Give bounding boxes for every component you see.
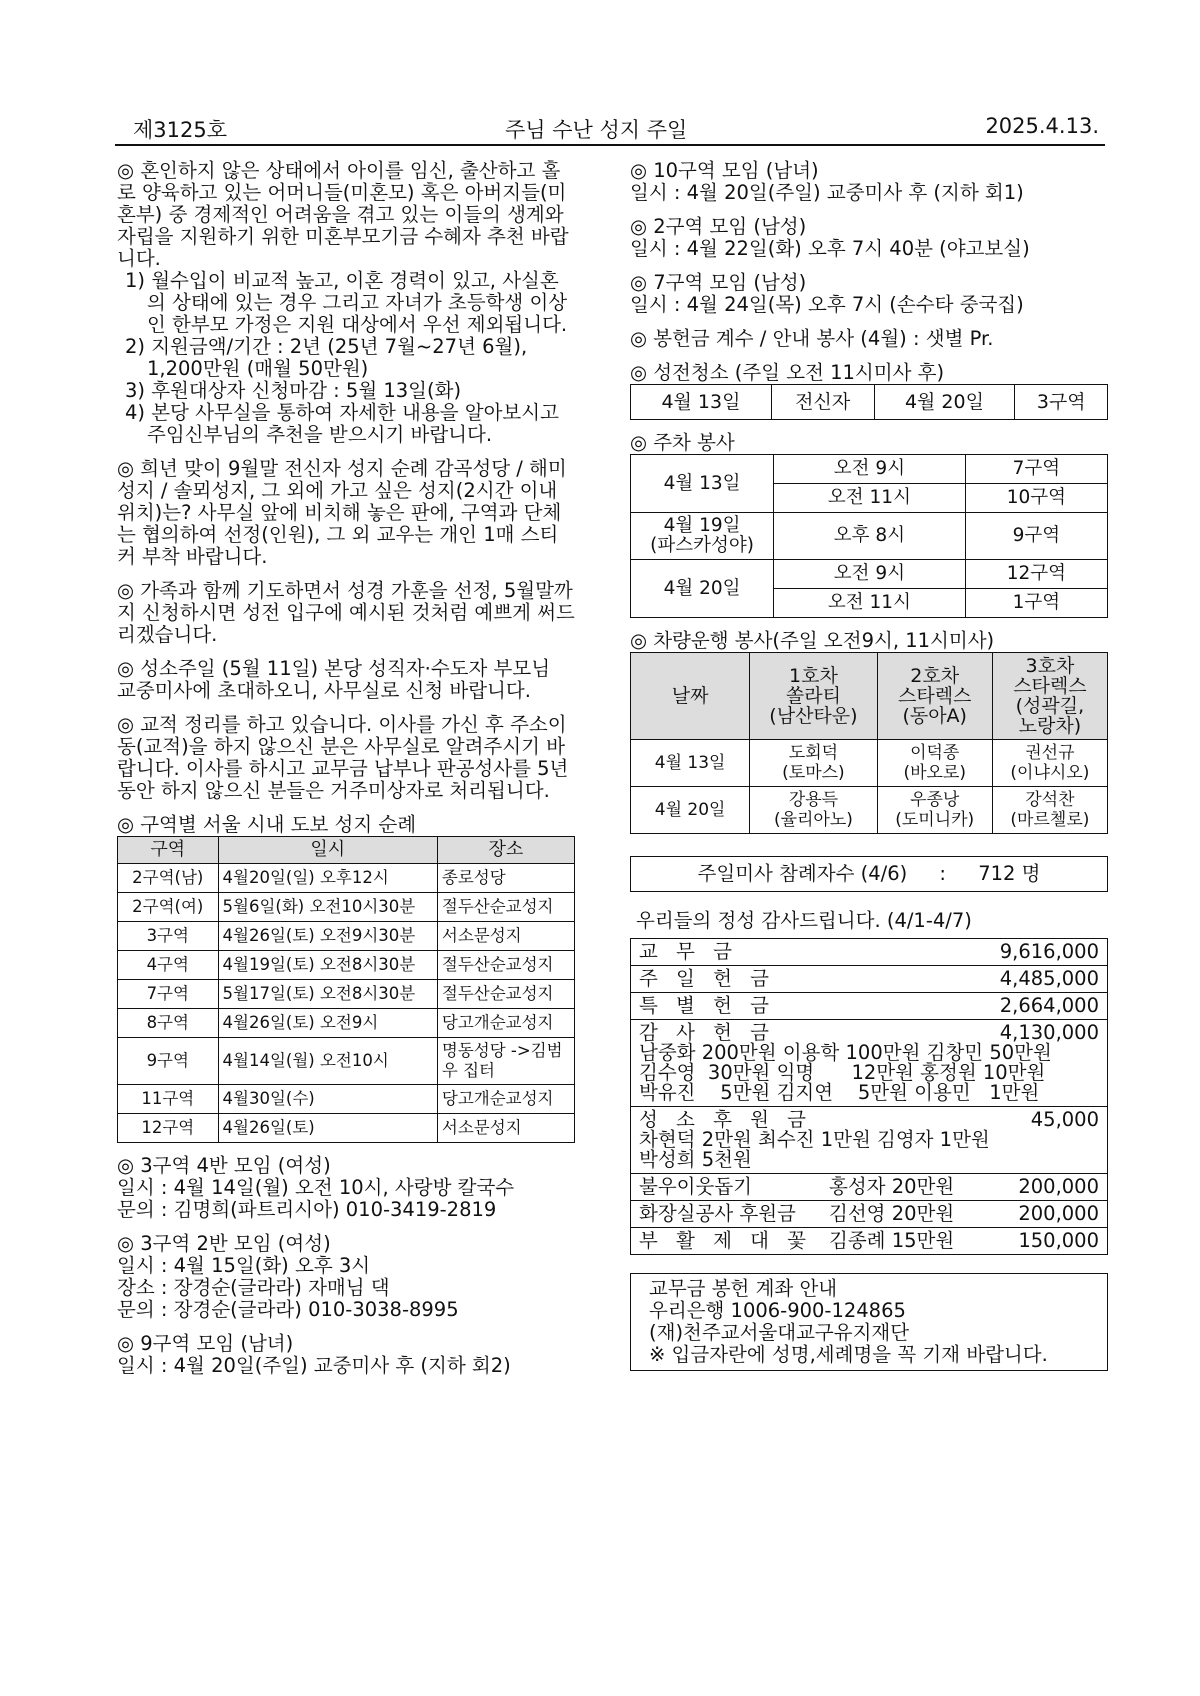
donation-amount: 200,000 xyxy=(1018,1175,1099,1198)
table-cell: 9구역 xyxy=(965,513,1107,560)
car-model: 쏠라티 xyxy=(785,685,841,707)
account-title: 교무금 봉헌 계좌 안내 xyxy=(649,1277,838,1300)
car-area: (동아A) xyxy=(902,705,967,727)
car-number: 2호차 xyxy=(910,665,960,687)
meeting-line: 일시 : 4월 14일(월) 오전 10시, 사랑방 칼국수 xyxy=(117,1176,515,1199)
parking-date: 4월 19일 xyxy=(663,515,741,536)
driver-name: 권선규 xyxy=(1025,743,1075,763)
header-title: 주님 수난 성지 주일 xyxy=(505,118,688,142)
support-item: 1) 월수입이 비교적 높고, 이혼 경력이 있고, 사실혼의 상태에 있는 경우 그리고 자녀가 초등학생 이상인 한부모 가정은 지원 대상에서 우선 제외됩니다. xyxy=(125,269,568,336)
donor-list: 김선영 20만원 xyxy=(829,1202,955,1225)
table-cell: 4월 20일 xyxy=(631,560,774,618)
parking-table xyxy=(630,454,1108,618)
donation-label: 성 소 후 원 금 xyxy=(639,1108,812,1131)
driver-baptismal-name: (마르첼로) xyxy=(1010,810,1090,830)
support-item: 2) 지원금액/기간 : 2년 (25년 7월~27년 6월), 1,200만원 (매월 50만원) xyxy=(125,335,528,380)
walking-pilgrimage xyxy=(117,814,575,1143)
walking-pilgrimage-table xyxy=(117,836,575,1143)
table-cell xyxy=(631,993,1108,1020)
table-cell xyxy=(631,1174,1108,1201)
donation-label: 주 일 헌 금 xyxy=(639,967,775,990)
meeting-line: 장소 : 장경순(글라라) 자매님 댁 xyxy=(117,1276,390,1299)
donation-label: 불우이웃돕기 xyxy=(639,1175,753,1198)
table-cell: 7구역 xyxy=(965,455,1107,484)
table-cell: 4월26일(토) 오전9시30분 xyxy=(218,922,437,951)
table-cell xyxy=(631,1020,1108,1107)
table-row xyxy=(118,1038,575,1085)
table-cell: 4월 20일 xyxy=(874,385,1015,420)
table-cell: 3구역 xyxy=(1015,385,1108,420)
meeting-line: 일시 : 4월 22일(화) 오후 7시 40분 (야고보실) xyxy=(630,237,1030,260)
table-cell: 당고개순교성지 xyxy=(437,1085,574,1114)
support-item: 3) 후원대상자 신청마감 : 5월 13일(화) xyxy=(125,379,462,402)
table-cell: 전신자 xyxy=(771,385,874,420)
table-cell xyxy=(631,513,774,560)
walking-pilgrimage-title: ◎ 구역별 서울 시내 도보 성지 순례 xyxy=(117,813,417,836)
donation-label: 감 사 헌 금 xyxy=(639,1021,775,1044)
table-cell: 12구역 xyxy=(965,560,1107,589)
table-cell: 절두산순교성지 xyxy=(437,893,574,922)
table-cell: 종로성당 xyxy=(437,864,574,893)
table-row xyxy=(118,1114,575,1143)
table-cell: 오전 9시 xyxy=(774,455,966,484)
donation-label: 특 별 헌 금 xyxy=(639,994,775,1017)
donation-label: 화장실공사 후원금 xyxy=(639,1202,796,1225)
table-cell xyxy=(877,740,992,787)
meeting-line: 문의 : 장경순(글라라) 010-3038-8995 xyxy=(117,1298,459,1321)
driver-baptismal-name: (율리아노) xyxy=(773,810,853,830)
car-model: 스타렉스 xyxy=(897,685,972,707)
table-cell: 1구역 xyxy=(965,589,1107,618)
donation-amount: 45,000 xyxy=(1030,1108,1099,1131)
left-column xyxy=(117,160,575,1389)
table-header: 장소 xyxy=(437,837,574,864)
table-cell: 5월17일(토) 오전8시30분 xyxy=(218,980,437,1009)
car-model: 스타렉스 xyxy=(1013,675,1087,697)
page-header xyxy=(115,112,1105,146)
driver-baptismal-name: (도미니카) xyxy=(895,810,975,830)
attendance-separator: : xyxy=(939,862,946,885)
donation-amount: 200,000 xyxy=(1018,1202,1099,1225)
driver-name: 우종낭 xyxy=(910,790,960,810)
meeting-2 xyxy=(630,216,1108,260)
table-cell: 12구역 xyxy=(118,1114,219,1143)
pilgrimage-notice: ◎ 희년 맞이 9월말 전신자 성지 순례 감곡성당 / 해미성지 / 솔뫼성지, 그 외에 가고 싶은 성지(2시간 이내 위치)는? 사무실 앞에 비치해 놓은 판에, 구역과 단체는 협의하여 선정(인원), 그 외 교우는 개인 1매 스티커 부착 바랍니다. xyxy=(117,457,567,568)
table-cell: 4월30일(수) xyxy=(218,1085,437,1114)
donation-amount: 150,000 xyxy=(1018,1229,1099,1252)
table-header: 일시 xyxy=(218,837,437,864)
table-header xyxy=(750,653,877,740)
table-row xyxy=(118,1009,575,1038)
meeting-title: ◎ 2구역 모임 (남성) xyxy=(630,215,807,238)
driver-baptismal-name: (토마스) xyxy=(782,763,845,783)
table-cell: 오전 11시 xyxy=(774,589,966,618)
car-area: 노랑차) xyxy=(1018,715,1082,737)
donation-label: 교 무 금 xyxy=(639,940,738,963)
meeting-3-4 xyxy=(117,1155,575,1221)
table-cell: 3구역 xyxy=(118,922,219,951)
meeting-line: 일시 : 4월 20일(주일) 교중미사 후 (지하 회2) xyxy=(117,1354,511,1377)
table-cell: 절두산순교성지 xyxy=(437,980,574,1009)
table-cell: 4월14일(월) 오전10시 xyxy=(218,1038,437,1085)
donor-list: 김수영 30만원 익명 12만원 홍정원 10만원 xyxy=(639,1061,1046,1084)
table-cell xyxy=(750,740,877,787)
table-cell xyxy=(631,966,1108,993)
meeting-title: ◎ 3구역 2반 모임 (여성) xyxy=(117,1232,331,1255)
table-cell: 4월19일(토) 오전8시30분 xyxy=(218,951,437,980)
support-notice xyxy=(117,160,575,446)
account-box xyxy=(630,1273,1108,1371)
table-header: 날짜 xyxy=(631,653,750,740)
donation-amount: 4,130,000 xyxy=(999,1021,1099,1044)
driver-name: 도회덕 xyxy=(788,743,839,763)
support-item: 4) 본당 사무실을 통하여 자세한 내용을 알아보시고 주임신부님의 추천을 받으시기 바랍니다. xyxy=(125,401,559,446)
table-cell: 4월26일(토) 오전9시 xyxy=(218,1009,437,1038)
table-cell: 4월 13일 xyxy=(631,455,774,513)
meeting-line: 문의 : 김명희(파트리시아) 010-3419-2819 xyxy=(117,1198,497,1221)
donation-label: 부 활 제 대 꽃 xyxy=(639,1229,812,1252)
table-cell: 9구역 xyxy=(118,1038,219,1085)
table-cell: 2구역(남) xyxy=(118,864,219,893)
table-cell xyxy=(631,939,1108,966)
donor-list: 박성희 5천원 xyxy=(639,1148,752,1171)
table-header: 구역 xyxy=(118,837,219,864)
cleaning-table xyxy=(630,384,1108,420)
table-row xyxy=(118,893,575,922)
thanks-title: 우리들의 정성 감사드립니다. (4/1-4/7) xyxy=(636,909,972,932)
car-number: 1호차 xyxy=(789,665,838,687)
driver-baptismal-name: (바오로) xyxy=(903,763,966,783)
table-cell: 서소문성지 xyxy=(437,922,574,951)
table-header xyxy=(877,653,992,740)
parking-section xyxy=(630,432,1108,618)
table-row xyxy=(118,980,575,1009)
issue-date: 2025.4.13. xyxy=(985,114,1099,138)
driver-name: 이덕종 xyxy=(910,743,960,763)
meeting-title: ◎ 10구역 모임 (남녀) xyxy=(630,159,819,182)
donor-list: 차현덕 2만원 최수진 1만원 김영자 1만원 xyxy=(639,1128,990,1151)
support-intro: ◎ 혼인하지 않은 상태에서 아이를 임신, 출산하고 홀로 양육하고 있는 어머니들(미혼모) 혹은 아버지들(미혼부) 중 경제적인 어려움을 겪고 있는 이들의 생계와 자립을 지원하기 위한 미혼부모기금 수혜자 추천 바랍니다. xyxy=(117,159,569,270)
meeting-line: 일시 : 4월 15일(화) 오후 3시 xyxy=(117,1254,371,1277)
meeting-title: ◎ 3구역 4반 모임 (여성) xyxy=(117,1154,331,1177)
car-number: 3호차 xyxy=(1025,655,1075,677)
meeting-title: ◎ 7구역 모임 (남성) xyxy=(630,271,807,294)
parking-note: (파스카성야) xyxy=(650,535,754,556)
account-number: 우리은행 1006-900-124865 xyxy=(649,1299,906,1322)
table-cell: 2구역(여) xyxy=(118,893,219,922)
table-cell xyxy=(877,787,992,834)
meeting-10 xyxy=(630,160,1108,204)
table-row xyxy=(118,922,575,951)
table-cell: 오전 11시 xyxy=(774,484,966,513)
table-cell xyxy=(631,1201,1108,1228)
donor-list: 김종례 15만원 xyxy=(829,1229,955,1252)
table-cell: 서소문성지 xyxy=(437,1114,574,1143)
offering-service-notice: ◎ 봉헌금 계수 / 안내 봉사 (4월) : 샛별 Pr. xyxy=(630,327,994,350)
driver-name: 강용득 xyxy=(788,790,839,810)
table-cell: 7구역 xyxy=(118,980,219,1009)
table-cell: 4월26일(토) xyxy=(218,1114,437,1143)
attendance-label: 주일미사 참례자수 (4/6) xyxy=(697,862,908,885)
donor-list: 홍성자 20만원 xyxy=(829,1175,955,1198)
parking-title: ◎ 주차 봉사 xyxy=(630,431,735,454)
attendance-box xyxy=(630,856,1108,892)
attendance-value: 712 명 xyxy=(978,862,1041,885)
driver-baptismal-name: (이냐시오) xyxy=(1010,763,1090,783)
donation-amount: 4,485,000 xyxy=(999,967,1099,990)
table-cell: 오후 8시 xyxy=(774,513,966,560)
meeting-7 xyxy=(630,272,1108,316)
car-area: (남산타운) xyxy=(769,705,858,727)
vocation-sunday-notice: ◎ 성소주일 (5월 11일) 본당 성직자·수도자 부모님 교중미사에 초대하오니, 사무실로 신청 바랍니다. xyxy=(117,657,551,702)
registry-notice: ◎ 교적 정리를 하고 있습니다. 이사를 가신 후 주소이동(교적)을 하지 않으신 분은 사무실로 알려주시기 바랍니다. 이사를 하시고 교무금 납부나 판공성사를 5년 동안 하지 않으신 분들은 거주미상자로 처리됩니다. xyxy=(117,713,569,802)
table-cell: 4월 13일 xyxy=(631,740,750,787)
issue-number: 제3125호 xyxy=(133,118,228,142)
table-cell: 4월 13일 xyxy=(631,385,772,420)
table-cell: 8구역 xyxy=(118,1009,219,1038)
meeting-line: 일시 : 4월 24일(목) 오후 7시 (손수타 중국집) xyxy=(630,293,1024,316)
table-cell: 절두산순교성지 xyxy=(437,951,574,980)
donation-amount: 9,616,000 xyxy=(999,940,1099,963)
donor-list: 박유진 5만원 김지연 5만원 이용민 1만원 xyxy=(639,1081,1040,1104)
table-cell xyxy=(992,787,1107,834)
cleaning-title: ◎ 성전청소 (주일 오전 11시미사 후) xyxy=(630,361,945,384)
table-cell: 명동성당 ->김범우 집터 xyxy=(437,1038,574,1085)
table-row xyxy=(118,951,575,980)
account-note: ※ 입금자란에 성명,세례명을 꼭 기재 바랍니다. xyxy=(649,1343,1048,1366)
table-header xyxy=(992,653,1107,740)
table-cell: 4월20일(일) 오후12시 xyxy=(218,864,437,893)
meeting-line: 일시 : 4월 20일(주일) 교중미사 후 (지하 회1) xyxy=(630,181,1024,204)
table-cell xyxy=(992,740,1107,787)
donation-table xyxy=(630,938,1108,1255)
table-cell xyxy=(750,787,877,834)
meeting-3-2 xyxy=(117,1233,575,1321)
table-cell: 4월 20일 xyxy=(631,787,750,834)
car-service-section xyxy=(630,630,1108,834)
donor-list: 남중화 200만원 이용학 100만원 김창민 50만원 xyxy=(639,1041,1052,1064)
table-cell xyxy=(631,1228,1108,1255)
table-cell: 5월6일(화) 오전10시30분 xyxy=(218,893,437,922)
cleaning-section xyxy=(630,362,1108,420)
car-service-title: ◎ 차량운행 봉사(주일 오전9시, 11시미사) xyxy=(630,629,995,652)
donation-amount: 2,664,000 xyxy=(999,994,1099,1017)
table-cell xyxy=(631,1107,1108,1174)
table-cell: 오전 9시 xyxy=(774,560,966,589)
table-cell: 10구역 xyxy=(965,484,1107,513)
bible-motto-notice: ◎ 가족과 함께 기도하면서 성경 가훈을 선정, 5월말까지 신청하시면 성전 입구에 예시된 것처럼 예쁘게 써드리겠습니다. xyxy=(117,579,575,646)
account-holder: (재)천주교서울대교구유지재단 xyxy=(649,1321,910,1344)
meeting-title: ◎ 9구역 모임 (남녀) xyxy=(117,1332,294,1355)
right-column xyxy=(630,160,1108,1371)
car-service-table xyxy=(630,652,1108,834)
table-row xyxy=(118,864,575,893)
table-cell: 11구역 xyxy=(118,1085,219,1114)
car-area: (성곽길, xyxy=(1015,695,1085,717)
table-row xyxy=(118,1085,575,1114)
driver-name: 강석찬 xyxy=(1025,790,1075,810)
table-cell: 4구역 xyxy=(118,951,219,980)
meeting-9 xyxy=(117,1333,575,1377)
table-cell: 당고개순교성지 xyxy=(437,1009,574,1038)
